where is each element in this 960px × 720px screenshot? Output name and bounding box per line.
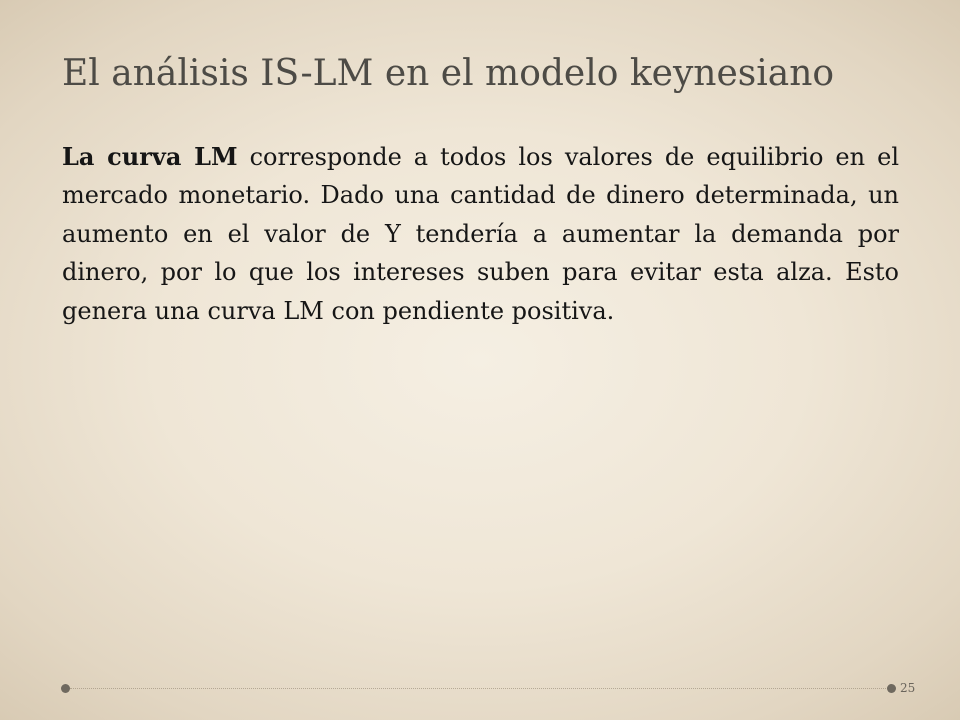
body-text: corresponde a todos los valores de equilibrio en el mercado monetario. Dado una cantidad de dinero determinada, un aumento en el valor de Y tendería a aumentar la demanda por dinero, por lo que los intereses suben para evitar esta alza. Esto genera una curva LM con pendiente positiva.: [62, 143, 899, 325]
footer-dot-right: [887, 684, 896, 693]
body-bold-term: La curva LM: [62, 142, 238, 171]
slide-title: El análisis IS-LM en el modelo keynesiano: [62, 53, 835, 94]
page-number: 25: [900, 681, 916, 695]
footer-divider: [70, 688, 888, 689]
footer-dot-left: [61, 684, 70, 693]
body-paragraph: [62, 138, 899, 330]
